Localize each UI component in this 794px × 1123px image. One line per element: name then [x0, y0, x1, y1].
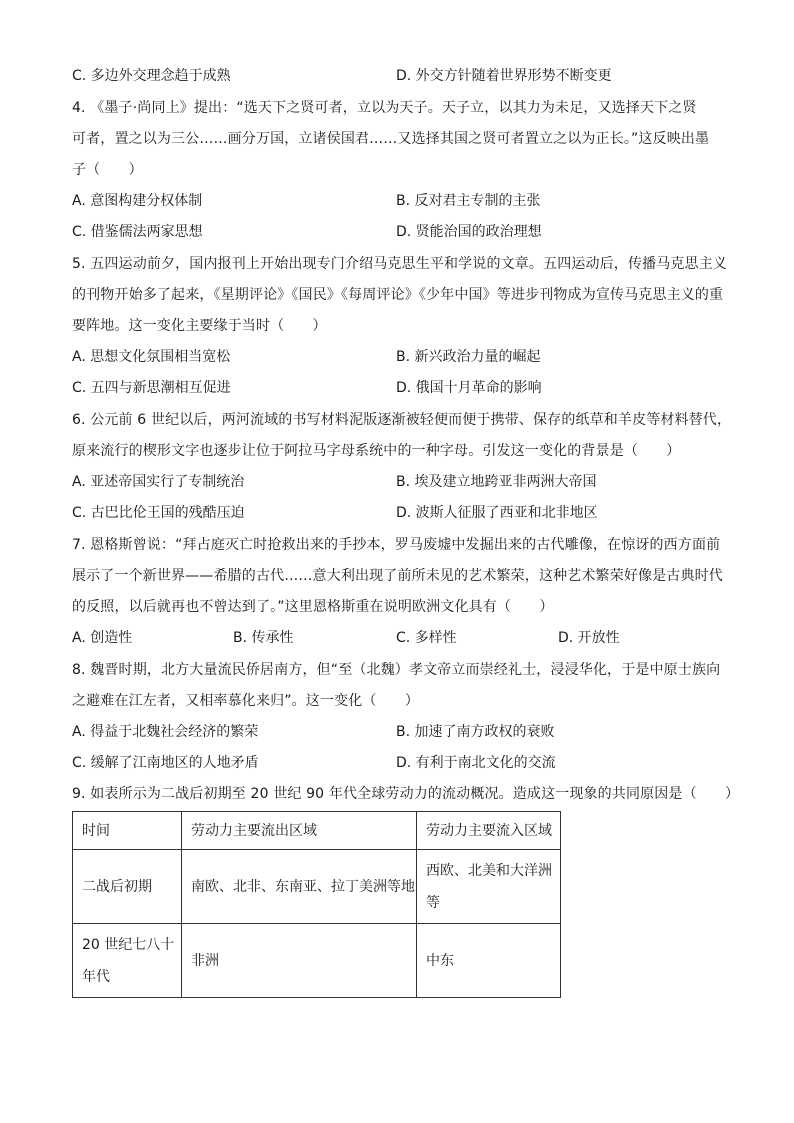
q8-stem-line-2: 之避难在江左者，又相率慕化来归”。这一变化（ ）: [72, 693, 420, 709]
q8-option-b[interactable]: B. 加速了南方政权的衰败: [396, 724, 555, 740]
q6-option-a[interactable]: A. 亚述帝国实行了专制统治: [72, 474, 245, 490]
q8-option-c[interactable]: C. 缓解了江南地区的人地矛盾: [72, 755, 259, 771]
q5-stem-line-2: 的刊物开始多了起来，《星期评论》《国民》《每周评论》《少年中国》等进步刊物成为宣传马克思主义的重: [72, 287, 724, 303]
q6-stem-line-2: 原来流行的楔形文字也逐步让位于阿拉马字母系统中的一种字母。引发这一变化的背景是（ ）: [72, 443, 681, 459]
q3-option-d[interactable]: D. 外交方针随着世界形势不断变更: [396, 68, 612, 84]
q6-option-d[interactable]: D. 波斯人征服了西亚和北非地区: [396, 505, 598, 521]
table-cell: 20 世纪七八十年代: [73, 924, 182, 998]
table-row: [73, 850, 561, 924]
table-row: [73, 924, 561, 998]
q5-stem-line-1: 5. 五四运动前夕，国内报刊上开始出现专门介绍马克思生平和学说的文章。五四运动后，传播马克思主义: [72, 256, 728, 272]
q7-option-d[interactable]: D. 开放性: [558, 630, 620, 646]
table-cell: 中东: [417, 924, 561, 998]
table-cell: 二战后初期: [73, 850, 182, 924]
q7-stem-line-1: 7. 恩格斯曾说：“拜占庭灭亡时抢救出来的手抄本，罗马废墟中发掘出来的古代雕像，在惊讶的西方面前: [72, 537, 721, 553]
q8-option-a[interactable]: A. 得益于北魏社会经济的繁荣: [72, 724, 259, 740]
q4-option-a[interactable]: A. 意图构建分权体制: [72, 193, 203, 209]
q7-option-b[interactable]: B. 传承性: [233, 630, 294, 646]
q4-option-d[interactable]: D. 贤能治国的政治理想: [396, 224, 542, 240]
q5-option-c[interactable]: C. 五四与新思潮相互促进: [72, 380, 231, 396]
q7-stem-line-3: 的反照，以后就再也不曾达到了。”这里恩格斯重在说明欧洲文化具有（ ）: [72, 599, 554, 615]
table-cell: 非洲: [182, 924, 417, 998]
q4-option-c[interactable]: C. 借鉴儒法两家思想: [72, 224, 203, 240]
q5-option-a[interactable]: A. 思想文化氛围相当宽松: [72, 349, 231, 365]
table-header-cell: 劳动力主要流入区域: [417, 812, 561, 850]
q4-stem-line-2: 可者，置之以为三公……画分万国，立诸侯国君……又选择其国之贤可者置立之以为正长。”这反映出墨: [72, 131, 710, 147]
q7-option-c[interactable]: C. 多样性: [396, 630, 457, 646]
q5-stem-line-3: 要阵地。这一变化主要缘于当时（ ）: [72, 318, 327, 334]
q3-option-c[interactable]: C. 多边外交理念趋于成熟: [72, 68, 231, 84]
q5-option-b[interactable]: B. 新兴政治力量的崛起: [396, 349, 541, 365]
labor-flow-table: [72, 811, 561, 998]
table-cell: 南欧、北非、东南亚、拉丁美洲等地: [182, 850, 417, 924]
table-header-row: [73, 812, 561, 850]
q4-option-b[interactable]: B. 反对君主专制的主张: [396, 193, 541, 209]
q8-option-d[interactable]: D. 有利于南北文化的交流: [396, 755, 556, 771]
q6-stem-line-1: 6. 公元前 6 世纪以后，两河流域的书写材料泥版逐渐被轻便而便于携带、保存的纸草和羊皮等材料替代，: [72, 412, 732, 428]
q8-stem-line-1: 8. 魏晋时期，北方大量流民侨居南方，但“至（北魏）孝文帝立而崇经礼士，浸浸华化，于是中原士族向: [72, 662, 721, 678]
q4-stem-line-1: 4. 《墨子·尚同上》提出：“选天下之贤可者，立以为天子。天子立，以其力为未足，又选择天下之贤: [72, 100, 697, 116]
q7-stem-line-2: 展示了一个新世界——希腊的古代……意大利出现了前所未见的艺术繁荣，这种艺术繁荣好像是古典时代: [72, 568, 723, 584]
table-header-cell: 时间: [73, 812, 182, 850]
q7-option-a[interactable]: A. 创造性: [72, 630, 133, 646]
q5-option-d[interactable]: D. 俄国十月革命的影响: [396, 380, 542, 396]
table-cell: 西欧、北美和大洋洲等: [417, 850, 561, 924]
table-header-cell: 劳动力主要流出区域: [182, 812, 417, 850]
q6-option-b[interactable]: B. 埃及建立地跨亚非两洲大帝国: [396, 474, 597, 490]
q6-option-c[interactable]: C. 古巴比伦王国的残酷压迫: [72, 505, 245, 521]
q9-stem: 9. 如表所示为二战后初期至 20 世纪 90 年代全球劳动力的流动概况。造成这一现象的共同原因是（ ）: [72, 786, 740, 802]
q4-stem-line-3: 子（ ）: [72, 162, 143, 178]
